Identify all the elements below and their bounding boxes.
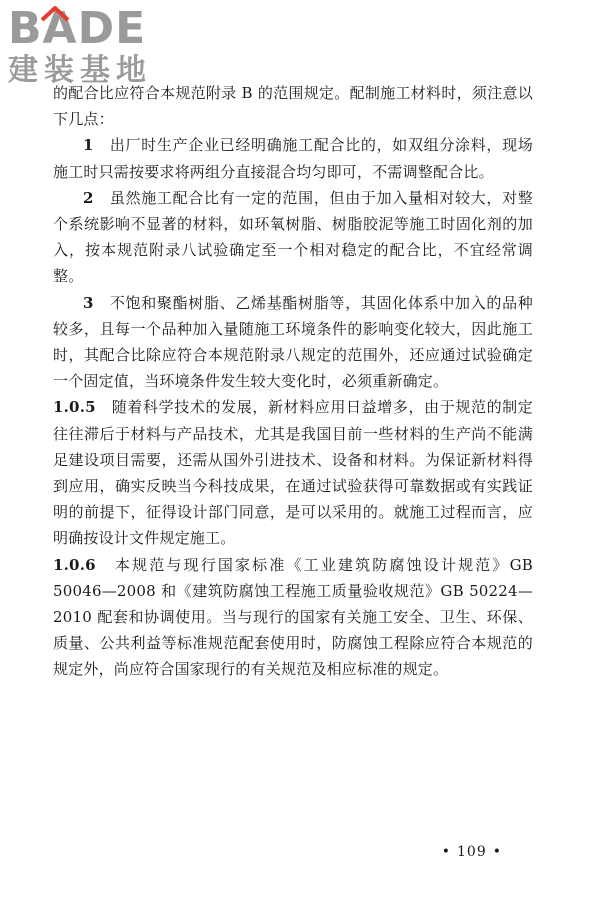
page-number [436, 844, 508, 860]
clause-1-0-6 [53, 552, 533, 683]
paragraph-item-3 [53, 290, 533, 395]
paragraph-text: 的配合比应符合本规范附录 B 的范围规定。配制施工材料时，须注意以下几点： [53, 84, 533, 129]
page-dot-right: • [492, 844, 502, 860]
logo-brand: BADE [8, 3, 147, 54]
page-number-value: 109 [457, 844, 487, 860]
item-number: 2 [83, 188, 94, 207]
clause-number: 1.0.5 [53, 398, 96, 417]
clause-1-0-5 [53, 394, 533, 551]
paragraph-text: 不饱和聚酯树脂、乙烯基酯树脂等，其固化体系中加入的品种较多，且每一个品种加入量随施工环境条件的影响变化较大，因此施工时，其配合比除应符合本规范附录八规定的范围外，还应通过试验确定一个固定值，当环境条件发生较大变化时，必须重新确定。 [53, 293, 533, 391]
item-number: 1 [83, 136, 94, 155]
clause-number: 1.0.6 [53, 555, 96, 574]
logo-accent-icon [40, 6, 70, 22]
paragraph-continuation [53, 80, 533, 132]
paragraph-item-1 [53, 132, 533, 184]
paragraph-item-2 [53, 185, 533, 290]
logo-subtitle: 建装基地 [8, 53, 152, 88]
paragraph-text: 本规范与现行国家标准《工业建筑防腐蚀设计规范》GB 50046—2008 和《建筑防腐蚀工程施工质量验收规范》GB 50224—2010 配套和协调使用。当与现行的国家有关施工安全、卫生、环保、质量、公共利益等标准规范配套使用时，防腐蚀工程除应符合本规范的规定外，尚应符合国家现行的有关规范及相应标准的规定。 [53, 555, 533, 679]
paragraph-text: 出厂时生产企业已经明确施工配合比的，如双组分涂料，现场施工时只需按要求将两组分直接混合均匀即可，不需调整配合比。 [53, 136, 533, 181]
page-dot-left: • [441, 844, 451, 860]
paragraph-text: 虽然施工配合比有一定的范围，但由于加入量相对较大，对整个系统影响不显著的材料，如环氧树脂、树脂胶泥等施工时固化剂的加入，按本规范附录八试验确定至一个相对稳定的配合比，不宜经常调整。 [53, 188, 533, 286]
paragraph-text: 随着科学技术的发展，新材料应用日益增多，由于规范的制定往往滞后于材料与产品技术，尤其是我国目前一些材料的生产尚不能满足建设项目需要，还需从国外引进技术、设备和材料。为保证新材料得到应用，确实反映当今科技成果，在通过试验获得可靠数据或有实践证明的前提下，征得设计部门同意，是可以采用的。就施工过程而言，应明确按设计文件规定施工。 [53, 398, 533, 548]
document-body [53, 80, 533, 683]
item-number: 3 [83, 293, 94, 312]
